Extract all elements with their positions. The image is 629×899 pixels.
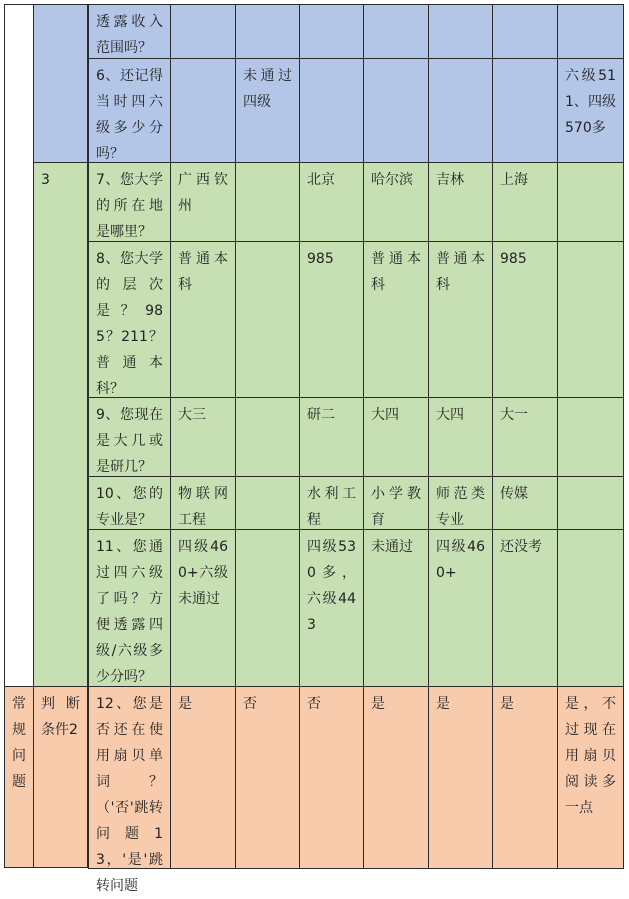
answer-cell: 上海 <box>492 162 558 242</box>
answer-cell <box>235 4 300 59</box>
answer-cell: 大四 <box>363 397 429 477</box>
answer-cell <box>557 4 624 59</box>
answer-cell: 未通过四级 <box>235 58 300 163</box>
answer-cell <box>235 162 300 242</box>
question-cell: 7、您大学的所在地是哪里？ <box>88 162 171 242</box>
answer-cell <box>170 58 236 163</box>
answer-cell <box>428 58 493 163</box>
answer-cell: 普通本科 <box>428 241 493 398</box>
answer-cell: 四级530多，六级443 <box>299 529 364 687</box>
answer-cell: 未通过 <box>363 529 429 687</box>
answer-cell: 是 <box>363 686 429 869</box>
answer-cell: 还没考 <box>492 529 558 687</box>
answer-cell: 是 <box>492 686 558 869</box>
question-cell: 10、您的专业是？ <box>88 476 171 530</box>
answer-cell <box>363 58 429 163</box>
subsection-cell <box>33 4 88 163</box>
question-cell: 12、您是否还在使用扇贝单词？（'否'跳转问题13，'是'跳转问题 <box>88 686 171 869</box>
answer-cell: 大三 <box>170 397 236 477</box>
answer-cell: 普通本科 <box>363 241 429 398</box>
answer-cell: 研二 <box>299 397 364 477</box>
answer-cell: 大一 <box>492 397 558 477</box>
answer-cell <box>557 476 624 530</box>
answer-cell: 是，不过现在用扇贝阅读多一点 <box>557 686 624 869</box>
answer-cell: 985 <box>299 241 364 398</box>
answer-cell <box>299 4 364 59</box>
answer-cell <box>492 58 558 163</box>
answer-cell <box>235 241 300 398</box>
answer-cell: 小学教育 <box>363 476 429 530</box>
answer-cell <box>235 529 300 687</box>
answer-cell <box>557 529 624 687</box>
answer-cell: 是 <box>170 686 236 869</box>
answer-cell: 师范类专业 <box>428 476 493 530</box>
section-cell <box>4 4 34 687</box>
answer-cell: 吉林 <box>428 162 493 242</box>
answer-cell: 广西钦州 <box>170 162 236 242</box>
answer-cell: 否 <box>299 686 364 869</box>
answer-cell: 北京 <box>299 162 364 242</box>
question-cell: 9、您现在是大几或是研几？ <box>88 397 171 477</box>
answer-cell: 哈尔滨 <box>363 162 429 242</box>
answer-cell <box>299 58 364 163</box>
answer-cell <box>428 4 493 59</box>
question-cell: 11、您通过四六级了吗？方便透露四级/六级多少分吗？ <box>88 529 171 687</box>
answer-cell: 四级460+ <box>428 529 493 687</box>
answer-cell <box>235 397 300 477</box>
answer-cell <box>492 4 558 59</box>
answer-cell <box>363 4 429 59</box>
question-cell: 8、您大学的层次是？985？211？普通本科？ <box>88 241 171 398</box>
question-cell: 6、还记得当时四六级多少分吗？ <box>88 58 171 163</box>
answer-cell <box>557 162 624 242</box>
answer-cell <box>557 241 624 398</box>
answer-cell: 水利工程 <box>299 476 364 530</box>
answer-cell: 大四 <box>428 397 493 477</box>
subsection-cell: 判断条件2 <box>33 686 88 868</box>
answer-cell: 是 <box>428 686 493 869</box>
answer-cell <box>235 476 300 530</box>
subsection-cell: 3 <box>33 162 88 687</box>
answer-cell: 物联网工程 <box>170 476 236 530</box>
answer-cell: 普通本科 <box>170 241 236 398</box>
question-cell: 透露收入范围吗？ <box>88 4 171 59</box>
answer-cell <box>557 397 624 477</box>
answer-cell: 六级511、四级570多 <box>557 58 624 163</box>
section-cell: 常规问题 <box>4 686 34 868</box>
answer-cell: 四级460+六级未通过 <box>170 529 236 687</box>
answer-cell <box>170 4 236 59</box>
answer-cell: 否 <box>235 686 300 869</box>
answer-cell: 985 <box>492 241 558 398</box>
answer-cell: 传媒 <box>492 476 558 530</box>
